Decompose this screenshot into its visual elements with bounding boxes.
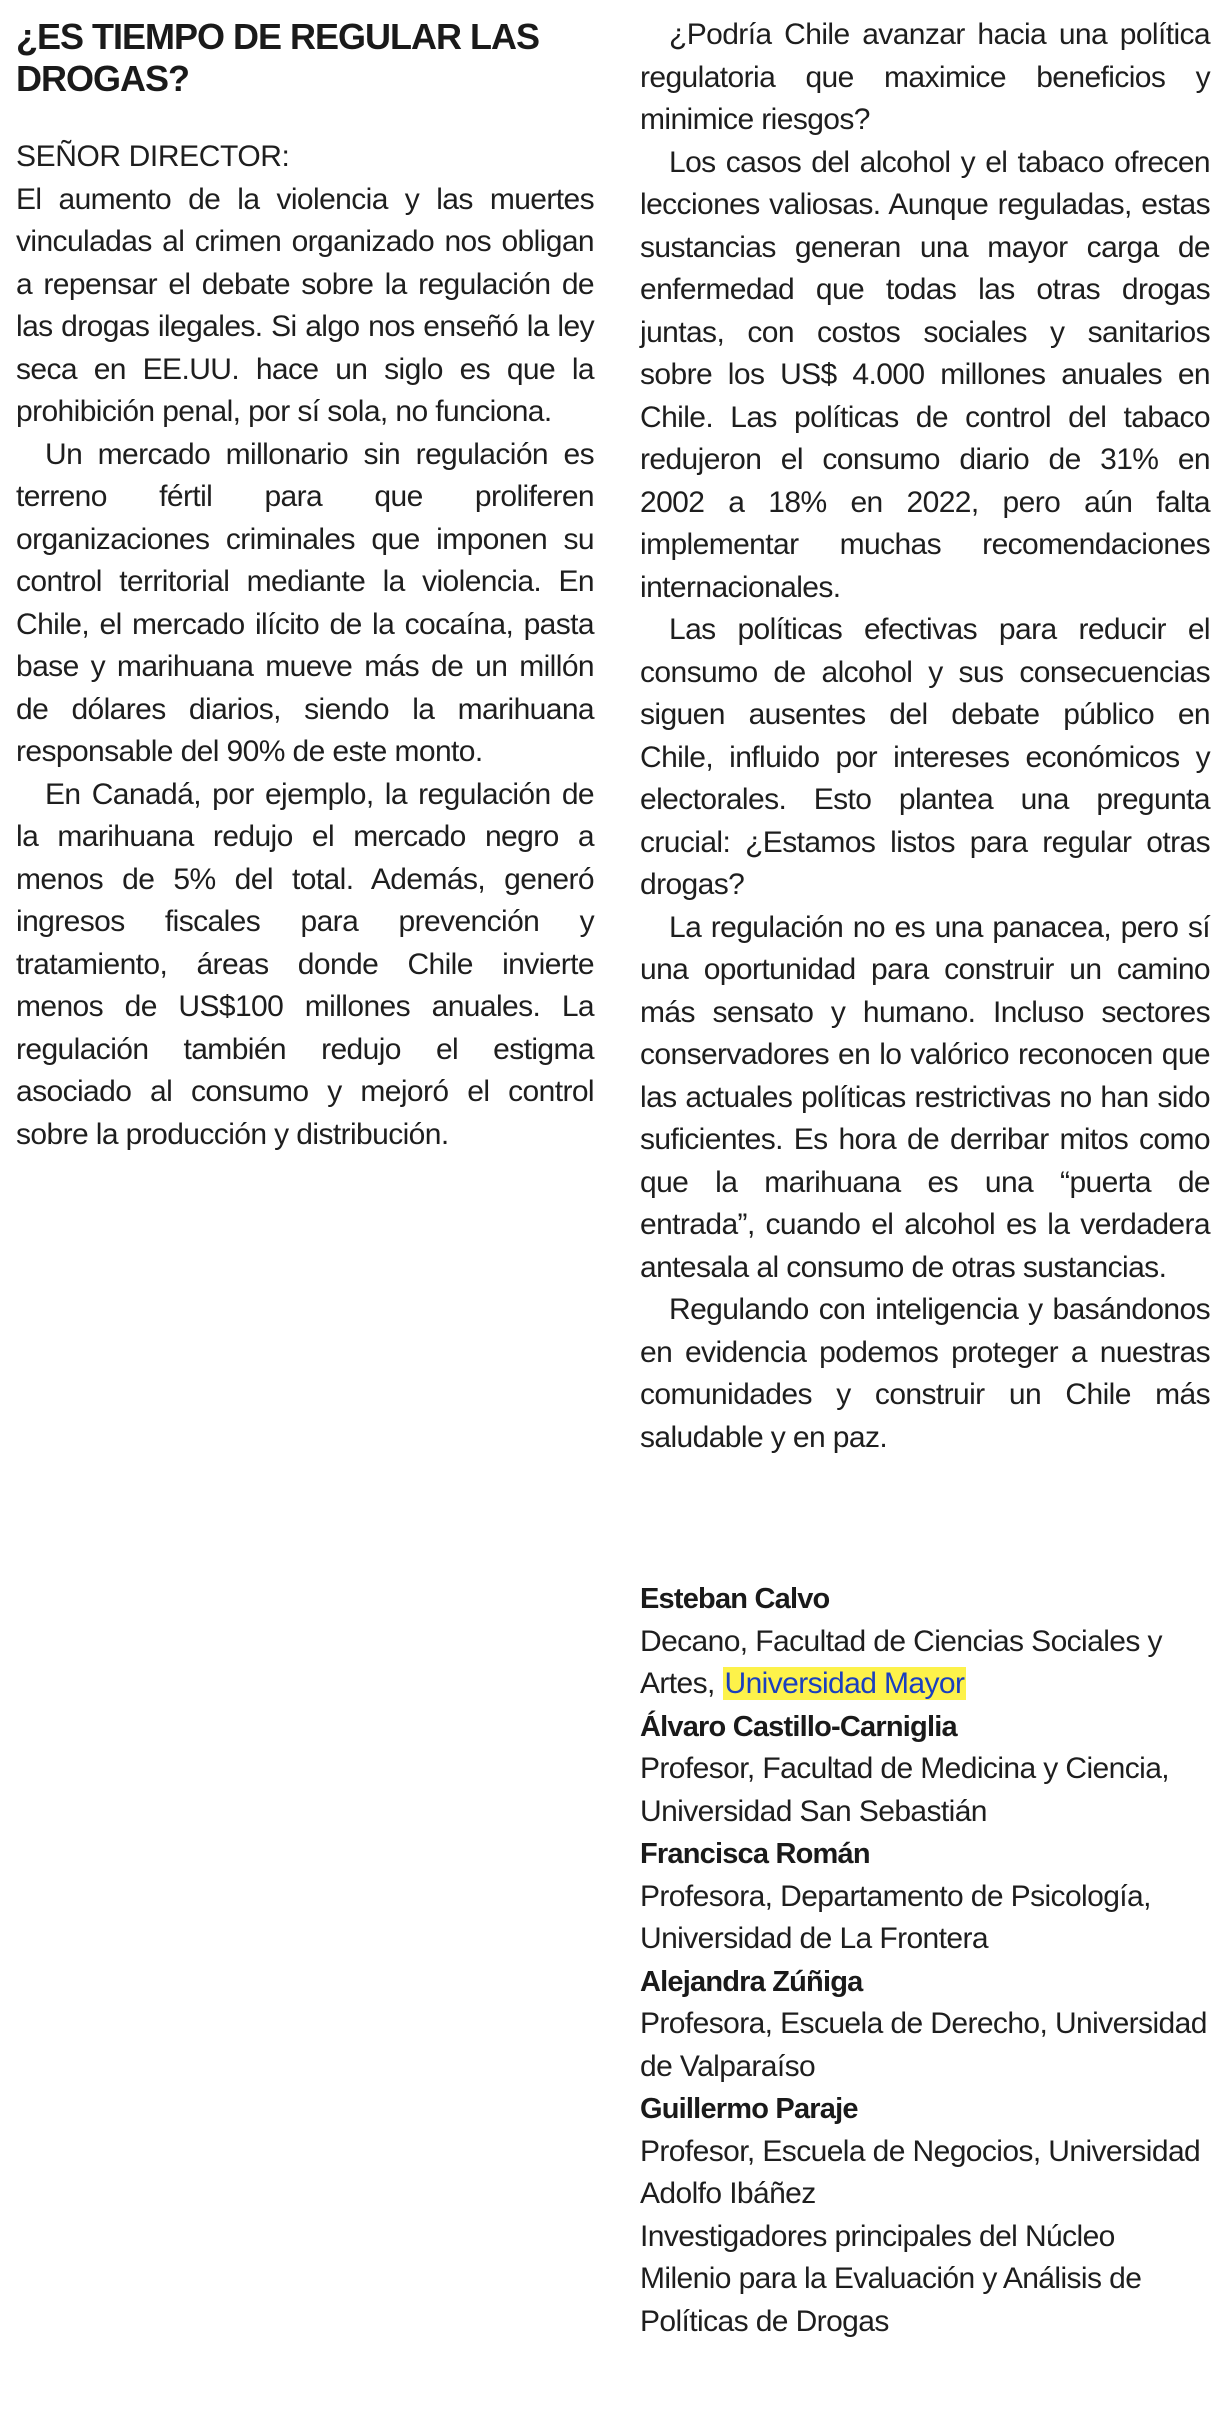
- signatory-affiliation: Profesora, Escuela de Derecho, Universidad de Valparaíso: [640, 2007, 1207, 2083]
- signatory-name: Francisca Román: [640, 1838, 870, 1870]
- affiliation-text: Decano, Facultad de Ciencias Sociales y Artes,: [640, 1624, 1162, 1700]
- paragraph: Regulando con inteligencia y basándonos en evidencia podemos proteger a nuestras comunidades y construir un Chile más saludable y en paz.: [640, 1293, 1210, 1454]
- headline: ¿ES TIEMPO DE REGULAR LAS DROGAS?: [16, 16, 540, 99]
- signatory: [640, 2088, 1210, 2216]
- closing-note: Investigadores principales del Núcleo Milenio para la Evaluación y Análisis de Políticas de Drogas: [640, 2219, 1142, 2338]
- paragraph: En Canadá, por ejemplo, la regulación de la marihuana redujo el mercado negro a menos de 5% del total. Además, generó ingresos fiscales para prevención y tratamiento, áreas donde Chile invierte menos de US$100 millones anuales. La regulación también redujo el estigma asociado al consumo y mejoró el control sobre la producción y distribución.: [16, 777, 594, 1151]
- signatory-affiliation: Profesor, Facultad de Medicina y Ciencia, Universidad San Sebastián: [640, 1752, 1170, 1828]
- paragraph: Las políticas efectivas para reducir el consumo de alcohol y sus consecuencias siguen ausentes del debate público en Chile, influido por intereses económicos y electorales. Esto plantea una pregunta crucial: ¿Estamos listos para regular otras drogas?: [640, 613, 1210, 901]
- right-column: [640, 14, 1210, 1459]
- signatory-name: Álvaro Castillo-Carniglia: [640, 1710, 957, 1743]
- paragraph: ¿Podría Chile avanzar hacia una política regulatoria que maximice beneficios y minimice riesgos?: [640, 18, 1210, 136]
- signatory: [640, 1833, 1210, 1961]
- signatory-affiliation: Profesor, Escuela de Negocios, Universidad Adolfo Ibáñez: [640, 2134, 1201, 2210]
- signatory-name: Guillermo Paraje: [640, 2093, 858, 2125]
- paragraph: Un mercado millonario sin regulación es terreno fértil para que proliferen organizaciones criminales que imponen su control territorial mediante la violencia. En Chile, el mercado ilícito de la cocaína, pasta base y marihuana mueve más de un millón de dólares diarios, siendo la marihuana responsable del 90% de este monto.: [16, 437, 594, 768]
- signatory: [640, 1706, 1210, 1834]
- signatures: [640, 1578, 1210, 2343]
- paragraph: Los casos del alcohol y el tabaco ofrecen lecciones valiosas. Aunque reguladas, estas sustancias generan una mayor carga de enfermedad que todas las otras drogas juntas, con costos sociales y sanitarios sobre los US$ 4.000 millones anuales en Chile. Las políticas de control del tabaco redujeron el consumo diario de 31% en 2002 a 18% en 2022, pero aún falta implementar muchas recomendaciones internacionales.: [640, 145, 1210, 604]
- signatory-affiliation: Profesora, Departamento de Psicología, Universidad de La Frontera: [640, 1879, 1151, 1955]
- salutation: SEÑOR DIRECTOR:: [16, 140, 290, 173]
- signatory-name: Esteban Calvo: [640, 1583, 830, 1615]
- paragraph: La regulación no es una panacea, pero sí una oportunidad para construir un camino más sensato y humano. Incluso sectores conservadores en lo valórico reconocen que las actuales políticas restrictivas no han sido suficientes. Es hora de derribar mitos como que la marihuana es una “puerta de entrada”, cuando el alcohol es la verdadera antesala al consumo de otras sustancias.: [640, 910, 1210, 1284]
- highlighted-university: Universidad Mayor: [724, 1667, 965, 1700]
- signatory-affiliation: [640, 1621, 1210, 1706]
- signatory-name: Alejandra Zúñiga: [640, 1965, 863, 1998]
- signatory: [640, 1961, 1210, 2089]
- signatory: [640, 1578, 1210, 1706]
- paragraph: El aumento de la violencia y las muertes vinculadas al crimen organizado nos obligan a repensar el debate sobre la regulación de las drogas ilegales. Si algo nos enseñó la ley seca en EE.UU. hace un siglo es que la prohibición penal, por sí sola, no funciona.: [16, 182, 594, 428]
- left-column: [16, 14, 594, 1156]
